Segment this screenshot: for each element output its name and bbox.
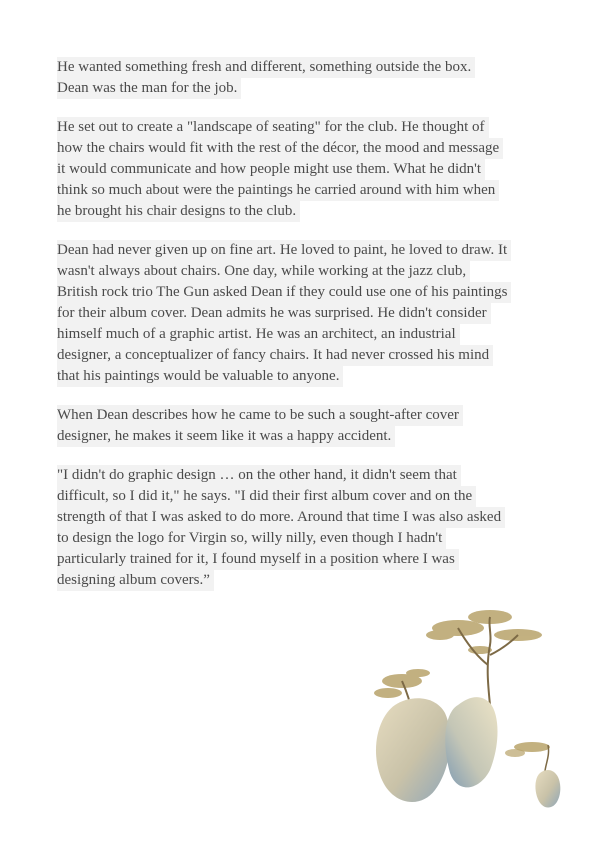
large-rock — [376, 698, 450, 802]
floating-rocks-illustration — [340, 595, 580, 820]
text-line: designer, he makes it seem like it was a happy accident. — [57, 426, 395, 447]
tree-canopy — [374, 610, 542, 698]
text-line: it would communicate and how people might use them. What he didn't — [57, 159, 485, 180]
text-line: for their album cover. Dean admits he was surprised. He didn't consider — [57, 303, 491, 324]
paragraph-3 — [57, 240, 547, 387]
text-line: When Dean describes how he came to be such a sought-after cover — [57, 405, 463, 426]
paragraph-4 — [57, 405, 547, 447]
text-line: British rock trio The Gun asked Dean if they could use one of his paintings — [57, 282, 511, 303]
text-line: difficult, so I did it," he says. "I did their first album cover and on the — [57, 486, 476, 507]
text-line: particularly trained for it, I found myself in a position where I was — [57, 549, 459, 570]
text-line: designing album covers.” — [57, 570, 214, 591]
text-line: that his paintings would be valuable to anyone. — [57, 366, 343, 387]
text-line: wasn't always about chairs. One day, while working at the jazz club, — [57, 261, 470, 282]
text-line: "I didn't do graphic design … on the other hand, it didn't seem that — [57, 465, 461, 486]
text-line: Dean had never given up on fine art. He loved to paint, he loved to draw. It — [57, 240, 511, 261]
text-line: how the chairs would fit with the rest of the décor, the mood and message — [57, 138, 503, 159]
text-line: to design the logo for Virgin so, willy nilly, even though I hadn't — [57, 528, 446, 549]
text-line: strength of that I was asked to do more. Around that time I was also asked — [57, 507, 505, 528]
text-line: himself much of a graphic artist. He was an architect, an industrial — [57, 324, 460, 345]
text-line: Dean was the man for the job. — [57, 78, 241, 99]
paragraph-5 — [57, 465, 547, 591]
small-rock-group — [505, 742, 560, 807]
text-line: think so much about were the paintings he carried around with him when — [57, 180, 499, 201]
text-line: designer, a conceptualizer of fancy chairs. It had never crossed his mind — [57, 345, 493, 366]
paragraph-2 — [57, 117, 547, 222]
article-body — [57, 57, 547, 609]
paragraph-1 — [57, 57, 547, 99]
right-rock — [445, 697, 497, 787]
text-line: He set out to create a "landscape of seating" for the club. He thought of — [57, 117, 489, 138]
text-line: he brought his chair designs to the club. — [57, 201, 300, 222]
text-line: He wanted something fresh and different, something outside the box. — [57, 57, 475, 78]
